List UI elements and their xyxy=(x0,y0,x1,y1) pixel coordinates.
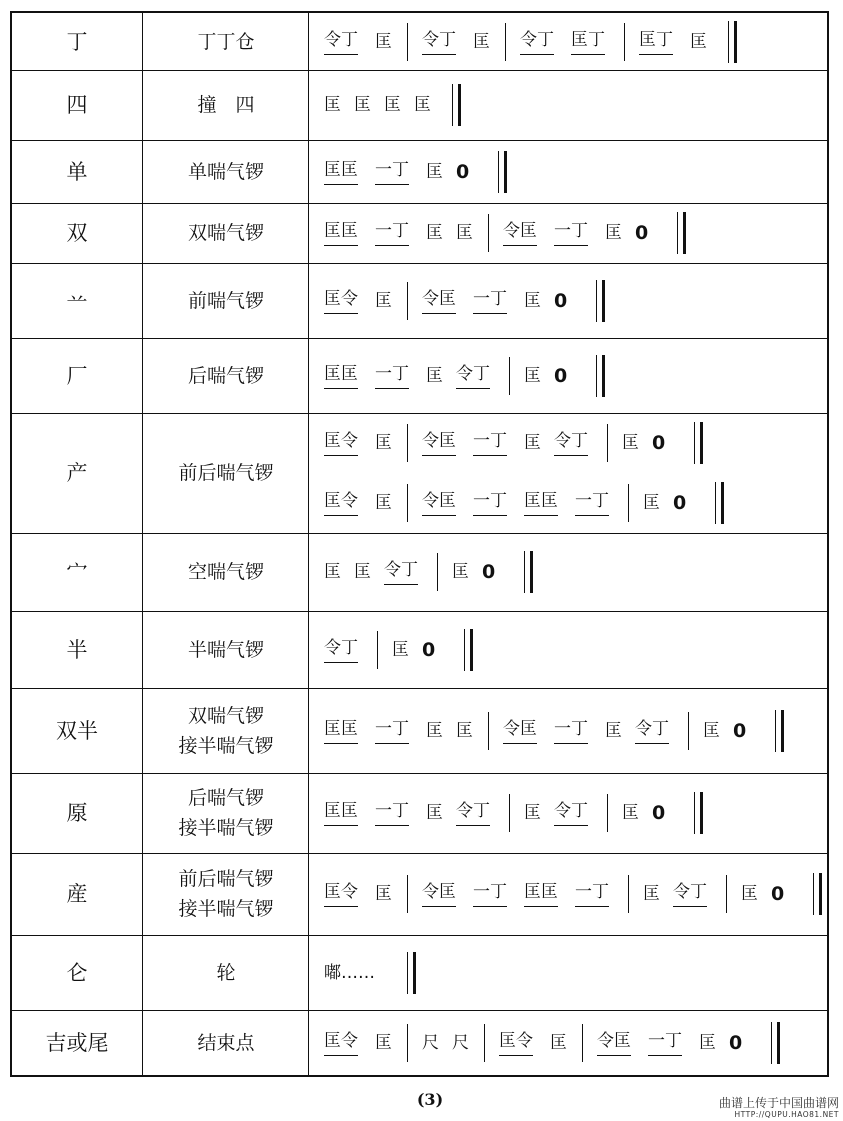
row-divider xyxy=(12,611,827,612)
percussion-syllable: 匡 xyxy=(354,562,371,582)
percussion-syllable: 令丁 xyxy=(384,557,418,585)
percussion-syllable: 令匡 xyxy=(422,286,456,314)
page-number: (3) xyxy=(416,1090,444,1109)
percussion-syllable: 匡 xyxy=(524,365,541,386)
name-cell xyxy=(144,635,308,665)
row-divider xyxy=(12,140,827,141)
percussion-syllable: 一丁 xyxy=(375,218,409,246)
percussion-syllable: 一丁 xyxy=(554,716,588,744)
percussion-syllable: 尺 xyxy=(422,1032,439,1053)
barline xyxy=(488,712,489,750)
final-barline xyxy=(596,355,605,397)
percussion-syllable: 令丁 xyxy=(456,798,490,826)
percussion-syllable: 匡 xyxy=(392,639,409,660)
percussion-syllable: 匡 xyxy=(384,95,401,115)
barline xyxy=(407,23,408,61)
symbol-cell: 丁 xyxy=(66,29,88,54)
watermark-line1: 曲谱上传于中国曲谱网 xyxy=(718,1096,839,1110)
percussion-syllable: 匡令 xyxy=(324,286,358,314)
rest-note: 0 xyxy=(482,561,496,583)
percussion-syllable: 一丁 xyxy=(375,157,409,185)
rest-note: 0 xyxy=(733,719,747,742)
barline xyxy=(607,794,608,832)
final-barline xyxy=(728,21,737,63)
symbol-cell: 吉或尾 xyxy=(45,1030,109,1055)
name-line: 单喘气锣 xyxy=(187,160,264,183)
percussion-syllable: 令丁 xyxy=(554,798,588,826)
barline xyxy=(624,23,625,61)
percussion-syllable: 令丁 xyxy=(456,361,490,389)
symbol-cell: 产 xyxy=(66,461,88,485)
percussion-syllable: 一丁 xyxy=(554,218,588,246)
name-line: 丁丁仓 xyxy=(197,30,255,53)
row-divider xyxy=(12,853,827,854)
name-line: 空喘气锣 xyxy=(187,561,264,583)
percussion-syllable: 匡 xyxy=(375,1032,392,1053)
percussion-syllable: 令匡 xyxy=(422,488,456,516)
barline xyxy=(377,631,378,669)
name-line: 后喘气锣 xyxy=(187,364,264,387)
name-cell xyxy=(144,557,308,587)
barline xyxy=(407,424,408,462)
rest-note: 0 xyxy=(554,289,568,312)
percussion-syllable: 匡令 xyxy=(324,488,358,516)
percussion-syllable: 匡令 xyxy=(499,1028,533,1056)
row-divider xyxy=(12,533,827,534)
barline xyxy=(407,875,408,913)
percussion-syllable: 令丁 xyxy=(422,27,456,55)
name-cell xyxy=(144,701,308,761)
percussion-syllable: 匡丁 xyxy=(639,27,673,55)
row-divider xyxy=(12,263,827,264)
watermark-line2: HTTP://QUPU.HAO81.NET xyxy=(734,1110,839,1119)
percussion-syllable: 令匡 xyxy=(422,879,456,907)
percussion-syllable: 匡 xyxy=(426,223,443,243)
percussion-syllable: 匡 xyxy=(643,493,660,513)
percussion-syllable: 匡匡 xyxy=(324,218,358,246)
symbol-cell: 厡 xyxy=(66,801,88,825)
name-cell xyxy=(144,1028,308,1058)
name-cell xyxy=(144,458,308,488)
row-divider xyxy=(12,413,827,414)
rest-note: 0 xyxy=(652,432,666,454)
rest-note: 0 xyxy=(422,638,436,661)
percussion-syllable: 匡匡 xyxy=(324,157,358,185)
percussion-syllable: 匡匡 xyxy=(524,879,558,907)
percussion-syllable: 匡匡 xyxy=(324,798,358,826)
symbol-cell: 宀 xyxy=(66,560,88,584)
percussion-syllable: 一丁 xyxy=(375,716,409,744)
name-cell xyxy=(144,218,308,248)
percussion-syllable: 令丁 xyxy=(324,635,358,663)
percussion-syllable: 匡 xyxy=(375,31,392,52)
symbol-cell: 䒑 xyxy=(66,288,88,313)
barline xyxy=(607,424,608,462)
row-divider xyxy=(12,203,827,204)
name-cell xyxy=(144,90,308,120)
name-line: 前后喘气锣 xyxy=(178,868,274,890)
row-divider xyxy=(12,338,827,339)
barline xyxy=(407,484,408,522)
name-line: 轮 xyxy=(216,961,236,984)
row-divider xyxy=(12,688,827,689)
symbol-cell: 仑 xyxy=(66,960,88,985)
final-barline xyxy=(694,792,703,834)
row-divider xyxy=(12,1010,827,1011)
percussion-syllable: 匡 xyxy=(456,720,473,741)
percussion-syllable: 匡 xyxy=(473,31,490,52)
final-barline xyxy=(498,151,507,193)
percussion-syllable: 匡 xyxy=(622,433,639,453)
percussion-syllable: 匡 xyxy=(643,884,660,904)
percussion-syllable: 匡 xyxy=(622,803,639,823)
rest-note: 0 xyxy=(771,883,785,905)
percussion-syllable: 匡 xyxy=(375,290,392,311)
name-line: 接半喘气锣 xyxy=(178,817,274,839)
name-line: 前喘气锣 xyxy=(187,289,264,312)
barline xyxy=(407,282,408,320)
percussion-syllable: 匡 xyxy=(690,31,707,52)
percussion-syllable: 令丁 xyxy=(324,27,358,55)
name-line: 接半喘气锣 xyxy=(178,898,274,920)
percussion-syllable: 匡 xyxy=(605,223,622,243)
percussion-syllable: 一丁 xyxy=(473,286,507,314)
percussion-syllable: 令匡 xyxy=(503,218,537,246)
percussion-syllable: 匡 xyxy=(524,803,541,823)
percussion-syllable: 匡 xyxy=(375,884,392,904)
symbol-cell: 双 xyxy=(66,221,88,245)
percussion-syllable: 令丁 xyxy=(673,879,707,907)
barline xyxy=(488,214,489,252)
symbol-cell: 双半 xyxy=(56,718,98,743)
barline xyxy=(484,1024,485,1062)
final-barline xyxy=(715,482,724,524)
percussion-syllable: 一丁 xyxy=(648,1028,682,1056)
final-barline xyxy=(694,422,703,464)
percussion-syllable: 令匡 xyxy=(503,716,537,744)
percussion-syllable: 匡 xyxy=(741,884,758,904)
percussion-syllable: 匡 xyxy=(524,290,541,311)
percussion-syllable: 匡 xyxy=(426,365,443,386)
percussion-syllable: 一丁 xyxy=(473,879,507,907)
percussion-syllable: 一丁 xyxy=(575,488,609,516)
percussion-syllable: 匡 xyxy=(452,562,469,582)
percussion-syllable: 匡 xyxy=(426,803,443,823)
barline xyxy=(437,553,438,591)
percussion-syllable: 令丁 xyxy=(520,27,554,55)
final-barline xyxy=(677,212,686,254)
final-barline xyxy=(813,873,822,915)
barline xyxy=(628,875,629,913)
final-barline xyxy=(524,551,533,593)
name-cell xyxy=(144,864,308,924)
row-divider xyxy=(12,70,827,71)
rest-note: 0 xyxy=(673,492,687,514)
name-line: 接半喘气锣 xyxy=(178,734,274,757)
watermark xyxy=(719,1097,839,1119)
percussion-syllable: 令丁 xyxy=(635,716,669,744)
percussion-syllable: 匡匡 xyxy=(324,361,358,389)
percussion-syllable: 匡匡 xyxy=(324,716,358,744)
percussion-syllable: 一丁 xyxy=(473,428,507,456)
percussion-syllable: 匡 xyxy=(426,720,443,741)
name-cell xyxy=(144,958,308,988)
symbol-cell: 半 xyxy=(66,637,88,662)
final-barline xyxy=(775,710,784,752)
percussion-syllable: 一丁 xyxy=(375,361,409,389)
barline xyxy=(509,357,510,395)
column-divider xyxy=(308,13,309,1075)
name-line: 半喘气锣 xyxy=(187,638,264,661)
rest-note: 0 xyxy=(652,802,666,824)
gong-notation-table xyxy=(10,11,829,1077)
percussion-syllable: 匡 xyxy=(414,95,431,115)
percussion-syllable: 匡 xyxy=(426,161,443,182)
percussion-syllable: 尺 xyxy=(452,1032,469,1053)
percussion-syllable: 匡 xyxy=(324,95,341,115)
symbol-cell: 单 xyxy=(66,159,88,184)
percussion-syllable: 匡 xyxy=(550,1032,567,1053)
percussion-syllable: 匡令 xyxy=(324,879,358,907)
rest-note: 0 xyxy=(456,160,470,183)
column-divider xyxy=(142,13,143,1075)
name-line: 前后喘气锣 xyxy=(178,462,274,484)
final-barline xyxy=(464,629,473,671)
final-barline xyxy=(771,1022,780,1064)
percussion-syllable: 一丁 xyxy=(575,879,609,907)
barline xyxy=(726,875,727,913)
name-line: 双喘气锣 xyxy=(187,222,264,244)
name-cell xyxy=(144,27,308,57)
barline xyxy=(407,1024,408,1062)
name-cell xyxy=(144,783,308,843)
percussion-syllable: 匡 xyxy=(456,223,473,243)
percussion-syllable: 匡令 xyxy=(324,428,358,456)
percussion-syllable: 匡匡 xyxy=(524,488,558,516)
barline xyxy=(509,794,510,832)
name-line: 双喘气锣 xyxy=(187,704,264,727)
percussion-syllable: 匡 xyxy=(375,433,392,453)
percussion-syllable: 一丁 xyxy=(473,488,507,516)
percussion-syllable: 令匡 xyxy=(422,428,456,456)
percussion-syllable: 匡 xyxy=(354,95,371,115)
final-barline xyxy=(407,952,416,994)
percussion-syllable: 匡 xyxy=(324,562,341,582)
rest-note: 0 xyxy=(635,222,649,244)
name-cell xyxy=(144,286,308,316)
percussion-syllable: 匡丁 xyxy=(571,27,605,55)
name-cell xyxy=(144,361,308,391)
barline xyxy=(688,712,689,750)
percussion-syllable: 匡 xyxy=(699,1032,716,1053)
row-divider xyxy=(12,773,827,774)
final-barline xyxy=(452,84,461,126)
name-line: 结束点 xyxy=(197,1031,255,1054)
name-line: 撞 四 xyxy=(197,94,255,116)
percussion-syllable: 匡 xyxy=(703,720,720,741)
barline xyxy=(582,1024,583,1062)
percussion-syllable: 令丁 xyxy=(554,428,588,456)
percussion-syllable: 嘟…… xyxy=(324,962,375,983)
symbol-cell: 厂 xyxy=(66,363,88,388)
symbol-cell: 四 xyxy=(66,93,88,117)
symbol-cell: 産 xyxy=(66,882,88,906)
barline xyxy=(628,484,629,522)
percussion-syllable: 匡 xyxy=(524,433,541,453)
percussion-syllable: 一丁 xyxy=(375,798,409,826)
percussion-syllable: 匡 xyxy=(375,493,392,513)
name-cell xyxy=(144,157,308,187)
percussion-syllable: 匡 xyxy=(605,720,622,741)
name-line: 后喘气锣 xyxy=(187,787,264,809)
rest-note: 0 xyxy=(729,1031,743,1054)
final-barline xyxy=(596,280,605,322)
row-divider xyxy=(12,935,827,936)
rest-note: 0 xyxy=(554,364,568,387)
percussion-syllable: 令匡 xyxy=(597,1028,631,1056)
percussion-syllable: 匡令 xyxy=(324,1028,358,1056)
barline xyxy=(505,23,506,61)
